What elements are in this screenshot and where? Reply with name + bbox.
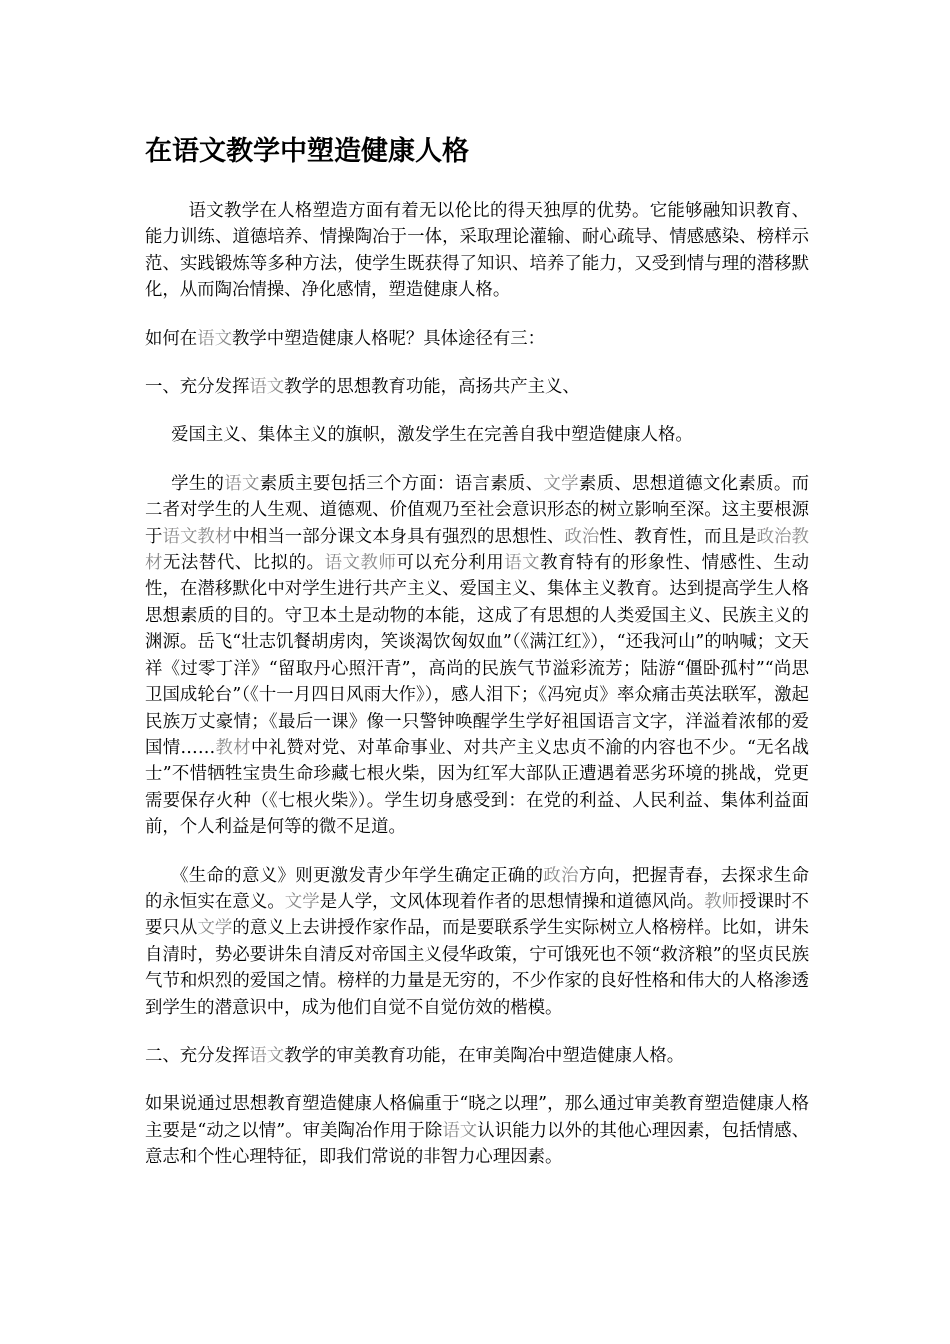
- article-title: 在语文教学中塑造健康人格: [145, 136, 469, 167]
- text-run: 素质主要包括三个方面：语言素质、: [259, 473, 544, 494]
- text-run: 的意义上去讲授作家作品，而是要联系学生实际树立人格榜样。比如，讲朱自清时，势必要讲朱自清反对帝国主义侵华政策，宁可饿死也不领“救济粮”的坚贞民族气节和炽烈的爱国之情。榜样的力量是无穷的，不少作家的良好性格和伟大的人格渗透到学生的潜意识中，成为他们自觉不自觉仿效的楷模。: [145, 918, 809, 1018]
- keyword-link[interactable]: 语文: [197, 328, 232, 349]
- paragraph: [145, 198, 809, 304]
- text-run: 性、教育性，而且是: [599, 526, 757, 547]
- text-run: 如果说通过思想教育塑造健康人格偏重于“晓之以理”，那么通过审美教育塑造健康人格主要是“动之以情”。审美陶冶作用于除: [145, 1094, 809, 1141]
- keyword-link[interactable]: 教材: [215, 737, 251, 758]
- paragraph: [145, 1043, 809, 1069]
- text-run: 爱国主义、集体主义的旗帜，激发学生在完善自我中塑造健康人格。: [171, 425, 693, 446]
- article-body: [145, 198, 809, 1193]
- text-run: 无法替代、比拟的。: [162, 553, 325, 574]
- keyword-link[interactable]: 政治: [543, 865, 579, 886]
- text-run: 二、充分发挥: [145, 1045, 250, 1066]
- text-run: 素质、思想道德文化素质。而二者对学生的人生观、道德观、价值观乃至社会意识形态的树立影响至深。这主要根源于: [145, 473, 809, 547]
- text-run: 教学的审美教育功能，在审美陶冶中塑造健康人格。: [284, 1045, 685, 1066]
- text-run: 语文教学在人格塑造方面有着无以伦比的得天独厚的优势。它能够融知识教育、能力训练、道德培养、情操陶冶于一体，采取理论灌输、耐心疏导、情感感染、榜样示范、实践锻炼等多种方法，使学生既获得了知识、培养了能力，又受到情与理的潜移默化，从而陶冶情操、净化感情，塑造健康人格。: [145, 201, 809, 301]
- keyword-link[interactable]: 语文: [224, 473, 260, 494]
- text-run: 中礼赞对党、对革命事业、对共产主义忠贞不渝的内容也不少。“无名战士”不惜牺牲宝贵生命珍藏七根火柴，因为红军大部队正遭遇着恶劣环境的挑战，党更需要保存火种（《七根火柴》）。学生切身感受到：在党的利益、人民利益、集体利益面前，个人利益是何等的微不足道。: [145, 737, 809, 838]
- keyword-link[interactable]: 政治: [564, 526, 600, 547]
- keyword-link[interactable]: 语文: [442, 1120, 478, 1141]
- text-run: 学生的: [171, 473, 225, 494]
- text-run: 可以充分利用: [396, 553, 505, 574]
- text-run: 如何在: [145, 328, 198, 349]
- text-run: 认识能力以外的其他心理因素，包括情感、意志和个性心理特征，即我们常说的非智力心理因素。: [145, 1120, 809, 1168]
- text-run: 中相当一部分课文本身具有强烈的思想性、: [232, 526, 565, 547]
- keyword-link[interactable]: 政治教材: [145, 526, 809, 574]
- text-run: 教育特有的形象性、情感性、生动性，在潜移默化中对学生进行共产主义、爱国主义、集体主义教育。达到提高学生人格思想素质的目的。守卫本土是动物的本能，这成了有思想的人类爱国主义、民族主义的渊源。岳飞“壮志饥餐胡虏肉，笑谈渴饮匈奴血”（《满江红》），“还我河山”的呐喊；文天祥《过零丁洋》“留取丹心照汗青”，高尚的民族气节溢彩流芳；陆游“僵卧孤村”“尚思卫国成轮台”（《十一月四日风雨大作》），感人泪下；《冯宛贞》率众痛击英法联军，激起民族万丈豪情；《最后一课》像一只警钟唤醒学生学好祖国语言文字，洋溢着浓郁的爱国情……: [145, 553, 809, 758]
- paragraph: [145, 374, 809, 400]
- text-run: 《生命的意义》则更激发青少年学生确定正确的: [171, 865, 544, 886]
- keyword-link[interactable]: 语文: [249, 1045, 285, 1066]
- keyword-link[interactable]: 语文教材: [162, 526, 233, 547]
- keyword-link[interactable]: 文学: [197, 918, 233, 939]
- keyword-link[interactable]: 文学: [284, 891, 320, 912]
- paragraph: [145, 471, 809, 841]
- text-run: 方向，把握青春，去探求生命的永恒实在意义。: [145, 865, 809, 912]
- text-run: 教学的思想教育功能，高扬共产主义、: [284, 377, 580, 398]
- text-run: 一、充分发挥: [145, 377, 250, 398]
- text-run: 授课时不要只从: [145, 891, 809, 939]
- keyword-link[interactable]: 语文: [249, 377, 285, 398]
- paragraph: [145, 863, 809, 1021]
- paragraph: [145, 326, 809, 352]
- keyword-link[interactable]: 教师: [704, 891, 740, 912]
- text-run: 教学中塑造健康人格呢？具体途径有三：: [231, 328, 546, 349]
- paragraph: [145, 422, 809, 448]
- paragraph: [145, 1091, 809, 1170]
- keyword-link[interactable]: 语文: [504, 553, 541, 574]
- keyword-link[interactable]: 文学: [543, 473, 579, 494]
- keyword-link[interactable]: 语文教师: [324, 553, 397, 574]
- text-run: 是人学，文风体现着作者的思想情操和道德风尚。: [319, 891, 705, 912]
